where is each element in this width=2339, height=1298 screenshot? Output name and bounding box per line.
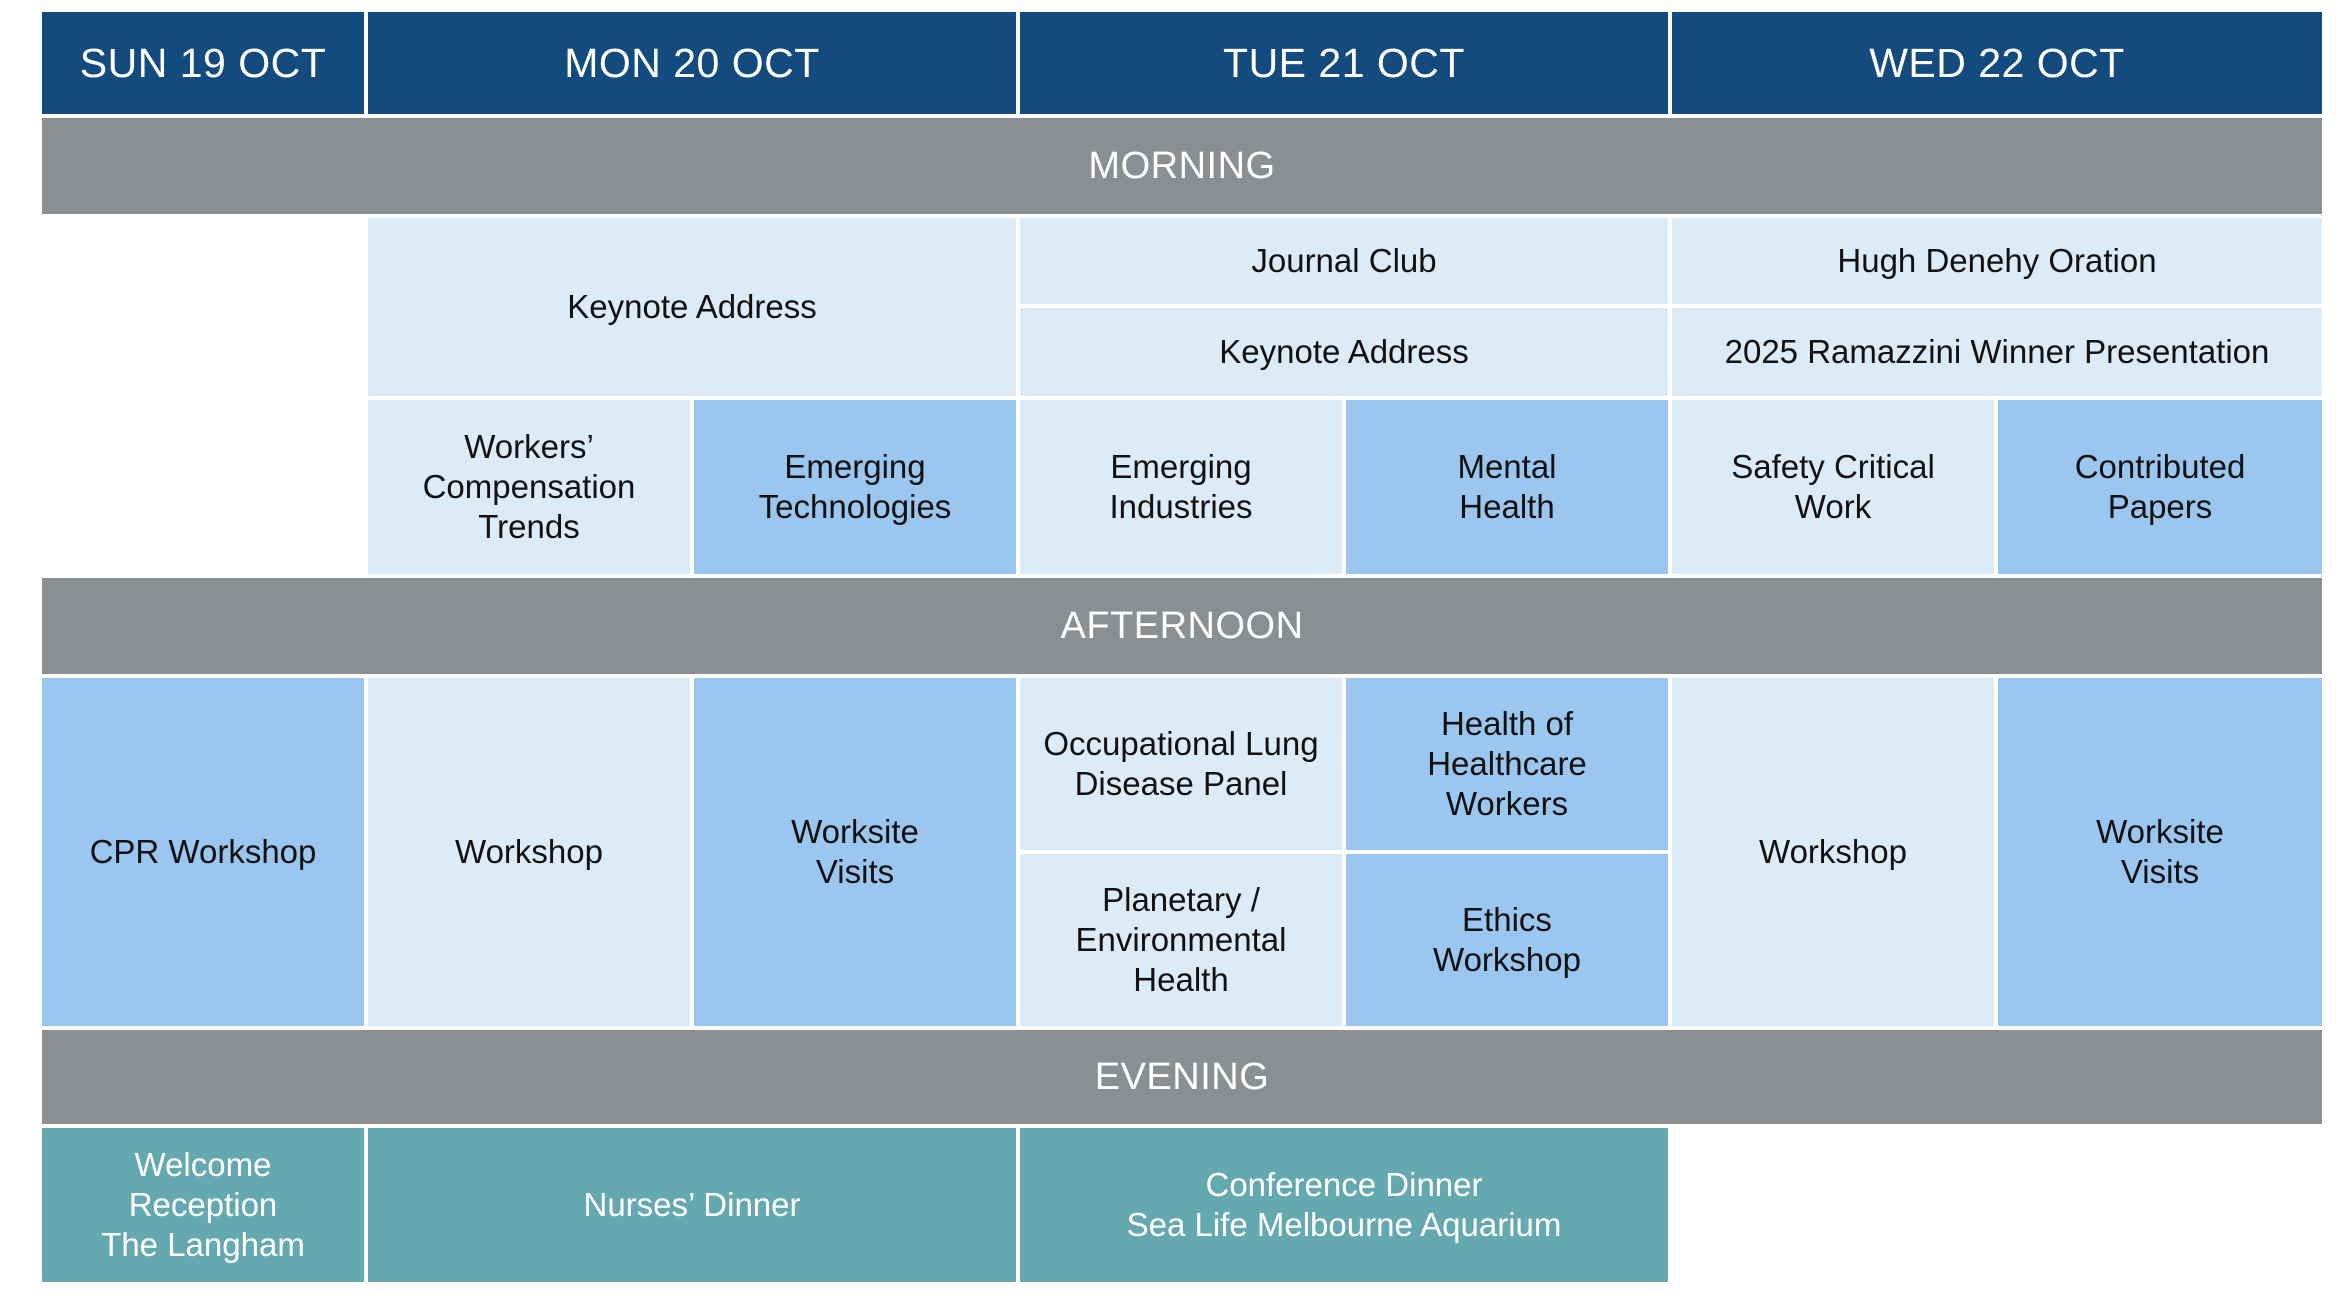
wed-ramazzini-presentation: 2025 Ramazzini Winner Presentation bbox=[1672, 308, 2322, 396]
sun-morning-empty bbox=[42, 218, 364, 574]
tue-conference-dinner: Conference Dinner Sea Life Melbourne Aquarium bbox=[1020, 1128, 1668, 1282]
wed-contributed-papers: Contributed Papers bbox=[1998, 400, 2322, 574]
wed-evening-empty bbox=[1672, 1128, 2322, 1282]
tue-health-of-healthcare-workers: Health of Healthcare Workers bbox=[1346, 678, 1668, 850]
conference-program-grid bbox=[42, 12, 2312, 1263]
day-header-wed: WED 22 OCT bbox=[1672, 12, 2322, 114]
tue-mental-health: Mental Health bbox=[1346, 400, 1668, 574]
sun-cpr-workshop: CPR Workshop bbox=[42, 678, 364, 1026]
mon-emerging-technologies: Emerging Technologies bbox=[694, 400, 1016, 574]
day-header-mon: MON 20 OCT bbox=[368, 12, 1016, 114]
mon-workers-compensation-trends: Workers’ Compensation Trends bbox=[368, 400, 690, 574]
mon-nurses-dinner: Nurses’ Dinner bbox=[368, 1128, 1016, 1282]
sun-welcome-reception: Welcome Reception The Langham bbox=[42, 1128, 364, 1282]
tue-occupational-lung-disease-panel: Occupational Lung Disease Panel bbox=[1020, 678, 1342, 850]
mon-workshop: Workshop bbox=[368, 678, 690, 1026]
day-header-tue: TUE 21 OCT bbox=[1020, 12, 1668, 114]
wed-workshop: Workshop bbox=[1672, 678, 1994, 1026]
tue-keynote-address: Keynote Address bbox=[1020, 308, 1668, 396]
tue-emerging-industries: Emerging Industries bbox=[1020, 400, 1342, 574]
morning-band: MORNING bbox=[42, 118, 2322, 214]
mon-keynote-address: Keynote Address bbox=[368, 218, 1016, 396]
wed-hugh-denehy-oration: Hugh Denehy Oration bbox=[1672, 218, 2322, 304]
evening-band: EVENING bbox=[42, 1030, 2322, 1124]
mon-worksite-visits: Worksite Visits bbox=[694, 678, 1016, 1026]
wed-worksite-visits: Worksite Visits bbox=[1998, 678, 2322, 1026]
tue-planetary-environmental-health: Planetary / Environmental Health bbox=[1020, 854, 1342, 1026]
wed-safety-critical-work: Safety Critical Work bbox=[1672, 400, 1994, 574]
afternoon-band: AFTERNOON bbox=[42, 578, 2322, 674]
tue-ethics-workshop: Ethics Workshop bbox=[1346, 854, 1668, 1026]
day-header-sun: SUN 19 OCT bbox=[42, 12, 364, 114]
tue-journal-club: Journal Club bbox=[1020, 218, 1668, 304]
